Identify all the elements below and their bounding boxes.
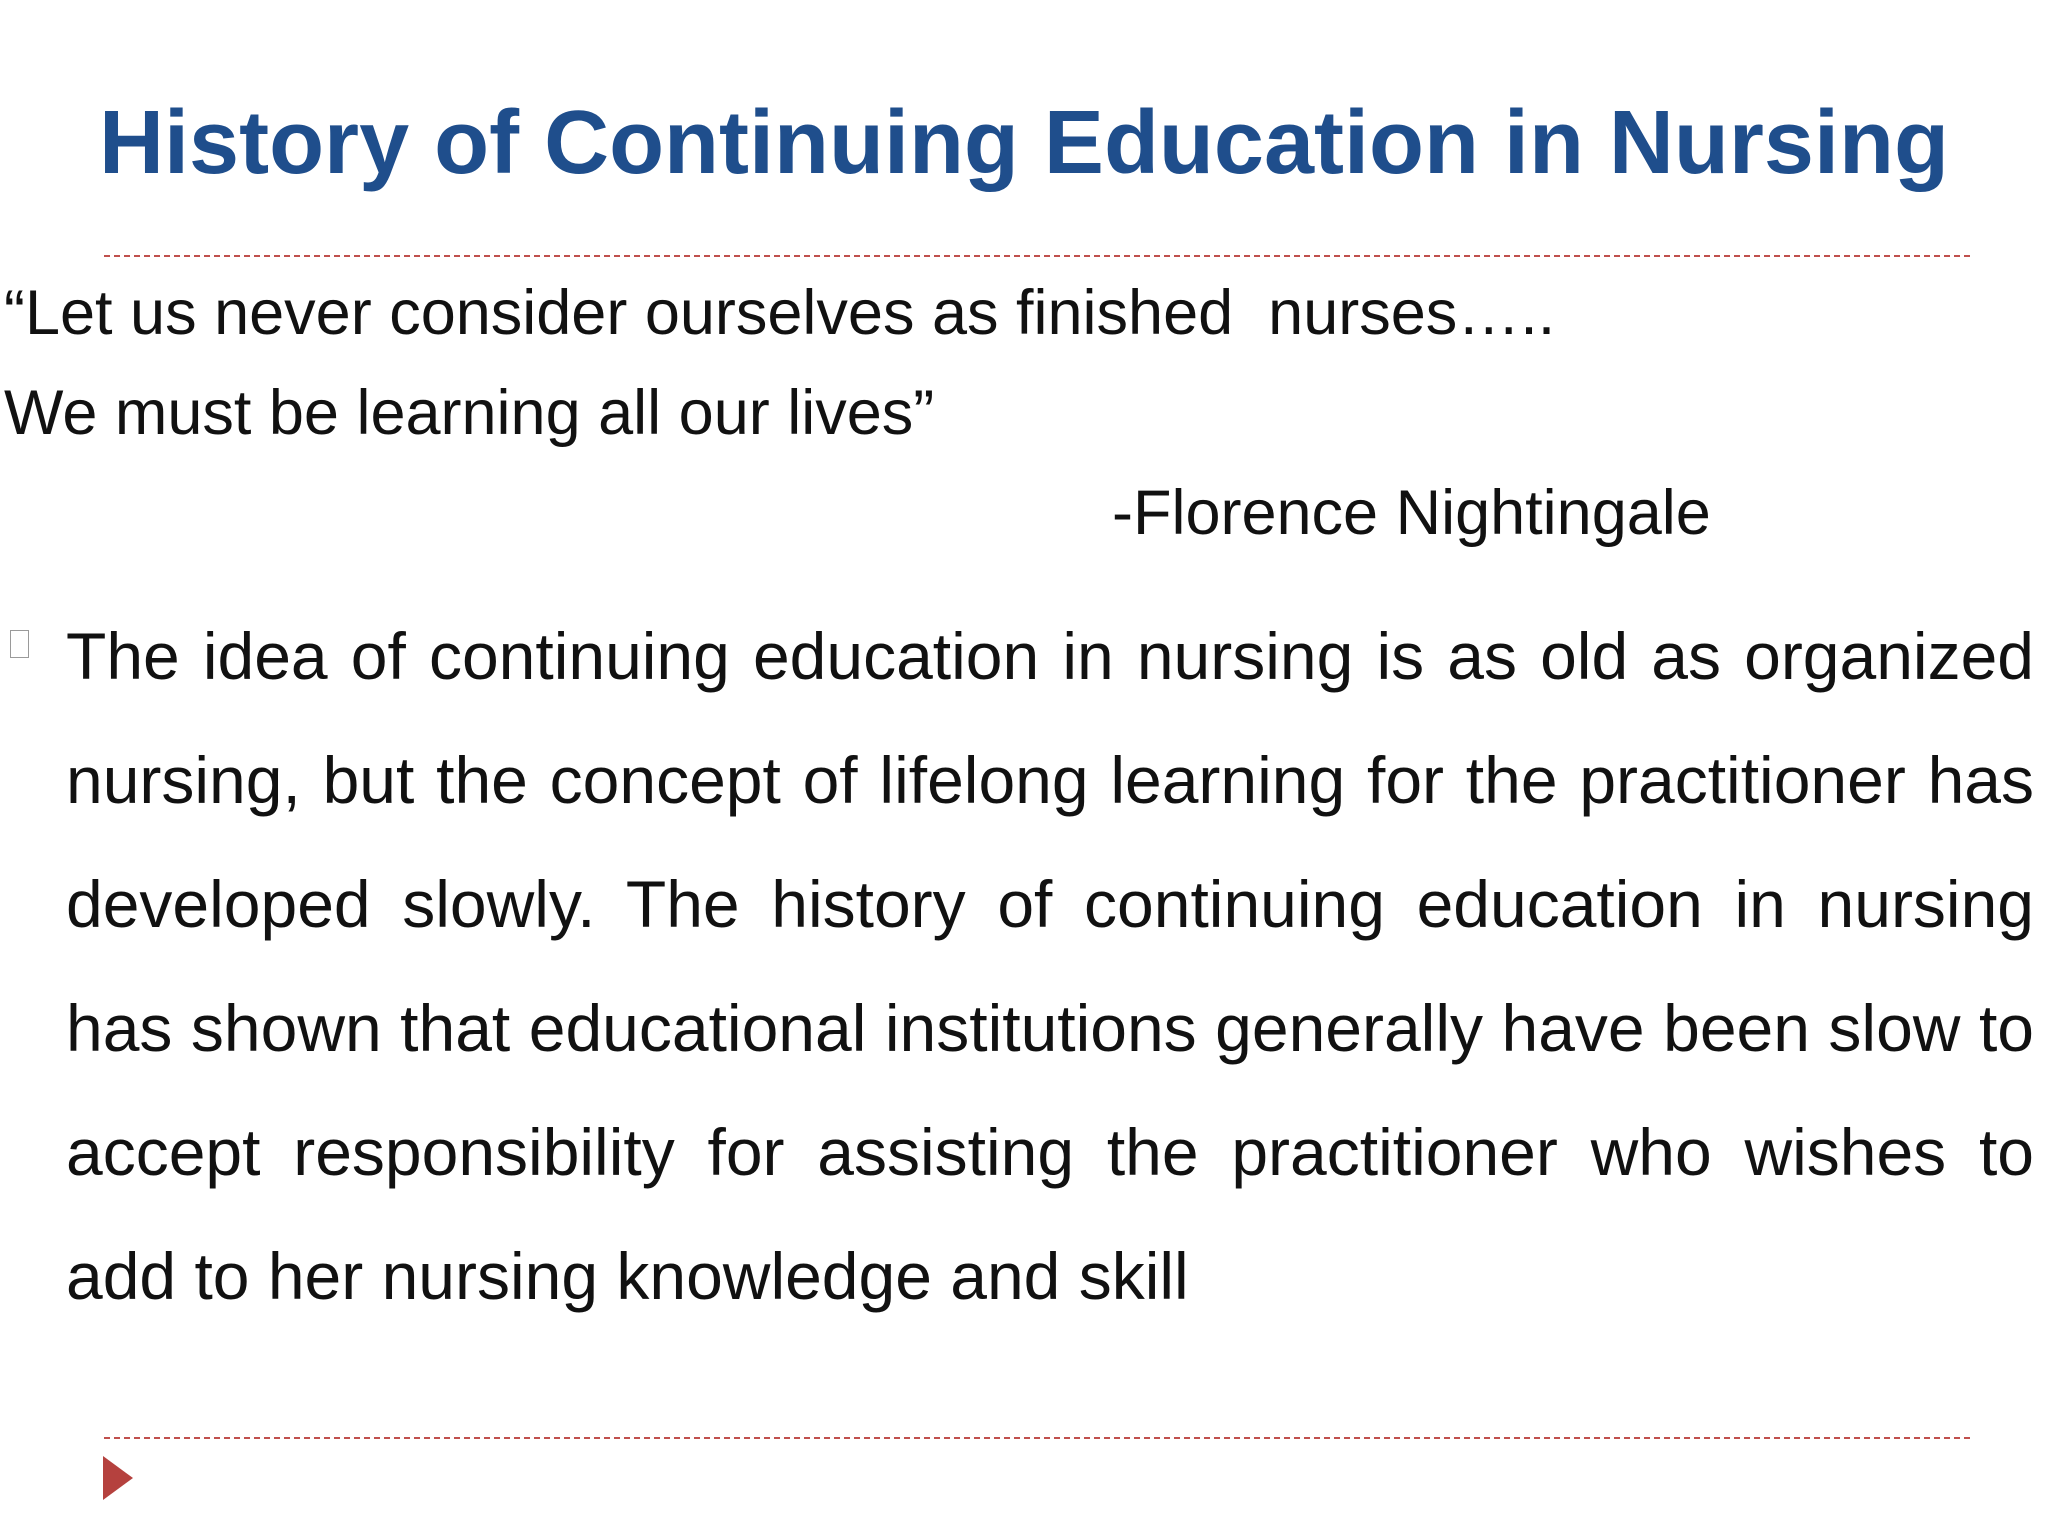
square-bullet-icon (10, 630, 29, 658)
quote-attribution: -Florence Nightingale (1112, 478, 1711, 548)
quote-line-1: “Let us never consider ourselves as finished nurses….. (4, 278, 1556, 348)
quote-line-2: We must be learning all our lives” (4, 378, 935, 448)
bullet-paragraph: The idea of continuing education in nursing is as old as organized nursing, but the concept of lifelong learning for the practitioner has developed slowly. The history of continuing education in nursing has shown that educational institutions generally have been slow to accept responsibility for assisting the practitioner who wishes to add to her nursing knowledge and skill (66, 619, 2034, 1313)
slide-title: History of Continuing Education in Nursing (99, 93, 1949, 193)
bottom-divider (104, 1437, 1970, 1439)
play-triangle-icon (103, 1456, 133, 1500)
top-divider (104, 255, 1970, 257)
